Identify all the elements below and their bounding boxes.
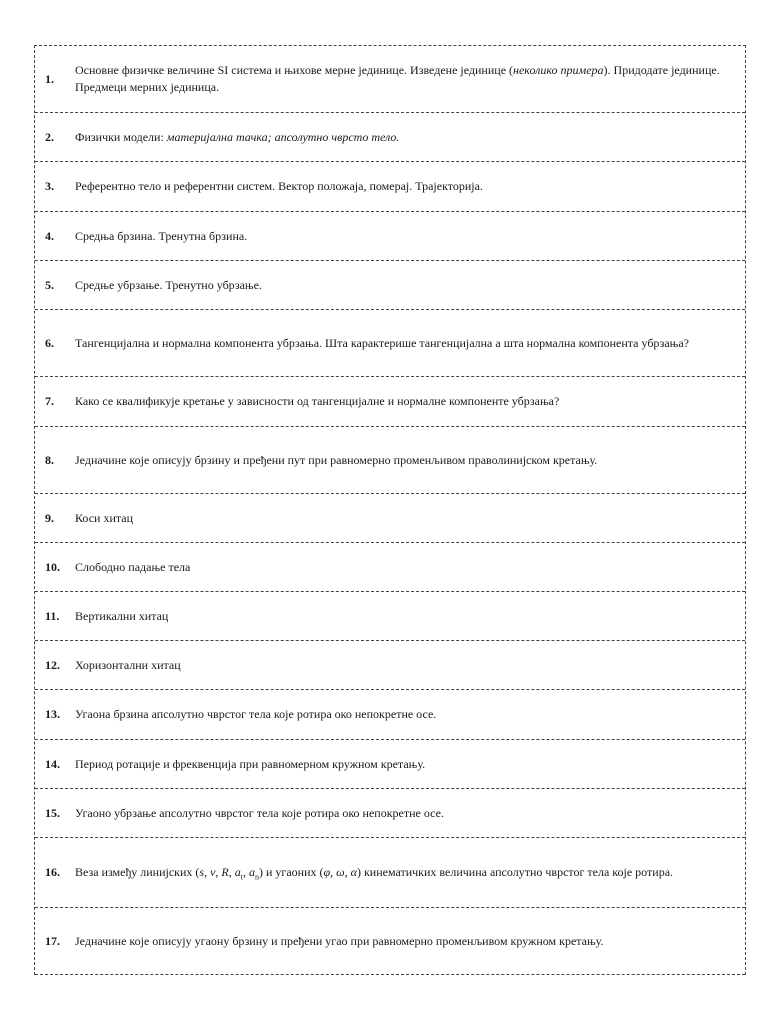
- text-segment: Једначине које описују брзину и пређени пут при равномерно променљивом праволинијском кретању.: [75, 452, 598, 467]
- italic-text: R: [221, 865, 229, 879]
- text-segment: Једначине које описују угаону брзину и пређени угао при равномерно променљивом кружном кретању.: [75, 933, 604, 948]
- question-text: [75, 510, 745, 527]
- text-segment: Референтно тело и референтни систем. Вектор положаја, померај. Трајекторија.: [75, 179, 483, 193]
- question-text: [75, 657, 745, 674]
- subscript: t: [240, 872, 243, 882]
- question-number: 7.: [45, 394, 54, 408]
- question-text: [75, 559, 745, 576]
- question-number: 12.: [45, 657, 60, 672]
- question-number: 4.: [45, 228, 54, 243]
- text-segment: Основне физичке величине SI система и њихове мерне јединице. Изведене јединице (: [75, 63, 514, 77]
- question-text: [75, 129, 745, 146]
- question-number: 16.: [45, 865, 60, 879]
- question-text: [75, 393, 745, 410]
- text-segment: Физички модели:: [75, 129, 167, 144]
- text-segment: Слободно падање тела: [75, 559, 191, 574]
- text-segment: ). Придодате јединице. Предмеци мерних јединица.: [75, 63, 720, 94]
- question-row: [35, 46, 745, 113]
- question-row: [35, 740, 745, 789]
- question-text: [75, 277, 745, 294]
- question-row: [35, 113, 745, 162]
- question-row: [35, 212, 745, 261]
- italic-text: неколико примера: [513, 63, 604, 77]
- question-row: [35, 908, 745, 975]
- text-segment: ) кинематичких величина апсолутно чврстог тела које ротира.: [356, 865, 674, 879]
- text-segment: ,: [344, 865, 351, 879]
- italic-text: a: [249, 865, 255, 879]
- question-number: 5.: [45, 277, 54, 292]
- text-segment: ,: [215, 865, 222, 879]
- italic-text: ω: [336, 865, 345, 879]
- question-number: 1.: [45, 71, 54, 86]
- question-text: [75, 178, 745, 195]
- question-text: [75, 933, 745, 950]
- question-number: 2.: [45, 129, 54, 144]
- question-text: [75, 756, 745, 773]
- text-segment: Хоризонтални хитац: [75, 657, 181, 672]
- question-text: [75, 335, 745, 352]
- question-number: 3.: [45, 179, 54, 193]
- italic-text: φ: [323, 865, 331, 879]
- question-text: [75, 864, 745, 881]
- question-number: 8.: [45, 452, 54, 467]
- text-segment: ,: [204, 865, 211, 879]
- italic-text: материјална тачка; апсолутно чврсто тело.: [166, 129, 400, 144]
- text-segment: Угаона брзина апсолутно чврстог тела које ротира око непокретне осе.: [75, 707, 437, 721]
- text-segment: ,: [243, 865, 249, 879]
- question-row: [35, 789, 745, 838]
- question-text: [75, 228, 745, 245]
- italic-text: α: [350, 865, 357, 879]
- question-text: [75, 805, 745, 822]
- italic-text: v: [210, 865, 216, 879]
- question-text: [75, 706, 745, 723]
- question-number: 6.: [45, 335, 54, 350]
- question-number: 15.: [45, 805, 60, 820]
- text-segment: Угаоно убрзање апсолутно чврстог тела које ротира око непокретне осе.: [75, 805, 444, 820]
- text-segment: Тангенцијална и нормална компонента убрзања. Шта карактерише тангенцијална а шта нормална компонента убрзања?: [75, 335, 689, 350]
- question-number: 13.: [45, 707, 60, 721]
- question-row: [35, 641, 745, 690]
- subscript: n: [255, 872, 259, 882]
- question-row: [35, 310, 745, 377]
- question-number: 14.: [45, 756, 60, 771]
- questions-table: [34, 45, 746, 975]
- italic-text: s: [199, 865, 205, 879]
- question-text: [75, 62, 745, 96]
- text-segment: ,: [228, 865, 235, 879]
- text-segment: Средња брзина. Тренутна брзина.: [75, 228, 248, 243]
- question-text: [75, 608, 745, 625]
- question-number: 17.: [45, 933, 60, 948]
- text-segment: Период ротације и фреквенција при равномерном кружном кретању.: [75, 756, 426, 771]
- question-row: [35, 838, 745, 908]
- text-segment: Вертикални хитац: [75, 608, 169, 623]
- question-number: 10.: [45, 559, 60, 574]
- text-segment: Веза између линијских (: [75, 865, 200, 879]
- text-segment: Средње убрзање. Тренутно убрзање.: [75, 277, 262, 292]
- question-text: [75, 452, 745, 469]
- question-row: [35, 592, 745, 641]
- question-row: [35, 427, 745, 494]
- italic-text: a: [234, 865, 241, 879]
- question-row: [35, 162, 745, 212]
- text-segment: ,: [330, 865, 337, 879]
- text-segment: Како се квалификује кретање у зависности од тангенцијалне и нормалне компоненте убрзања?: [75, 394, 560, 408]
- question-row: [35, 494, 745, 543]
- question-row: [35, 690, 745, 740]
- question-row: [35, 543, 745, 592]
- question-row: [35, 261, 745, 310]
- question-row: [35, 377, 745, 427]
- text-segment: Коси хитац: [75, 510, 134, 525]
- text-segment: ) и угаоних (: [259, 865, 324, 879]
- question-number: 11.: [45, 608, 60, 623]
- question-number: 9.: [45, 510, 54, 525]
